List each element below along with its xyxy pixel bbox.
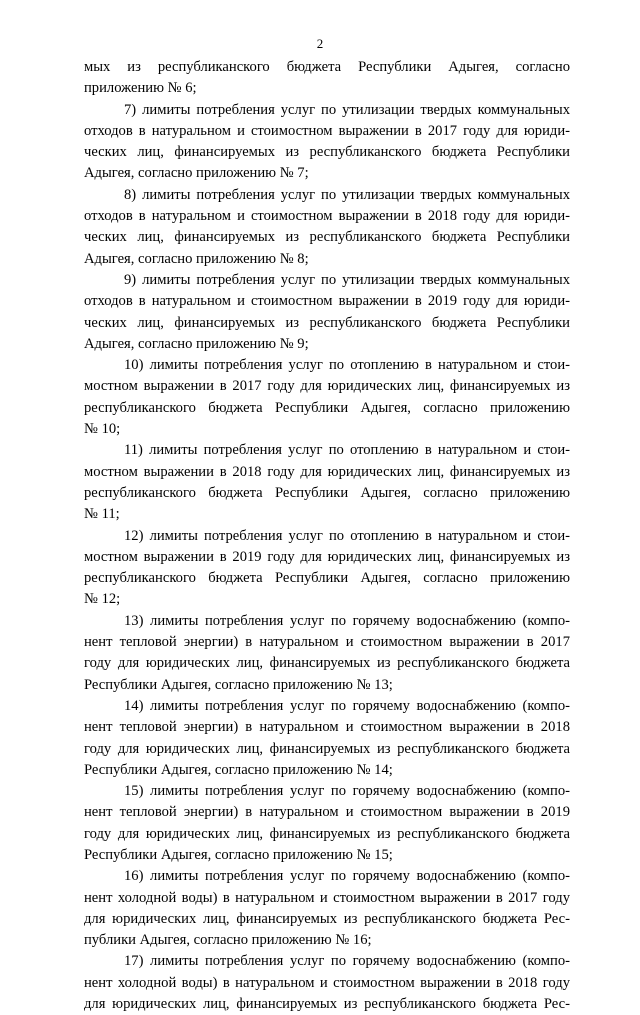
text-line: нент холодной воды) в натуральном и стоимостном выражении в 2018 году [84,974,570,991]
text-line: Адыгея, согласно приложению № 7; [84,165,309,182]
text-line: мостном выражении в 2018 году для юридических лиц, финансируемых из [84,463,570,480]
text-line: 13) лимиты потребления услуг по горячему водоснабжению (компо- [124,612,570,629]
body-text [84,57,570,1015]
text-line: мостном выражении в 2017 году для юридических лиц, финансируемых из [84,378,570,395]
text-line: Республики Адыгея, согласно приложению № 13; [84,676,393,693]
text-line: 9) лимиты потребления услуг по утилизации твердых коммунальных [124,271,570,288]
text-line: ческих лиц, финансируемых из республиканского бюджета Республики [84,314,570,331]
text-line: республиканского бюджета Республики Адыгея, согласно приложению [84,570,570,587]
text-line: Адыгея, согласно приложению № 8; [84,250,309,267]
text-line: отходов в натуральном и стоимостном выражении в 2017 году для юриди- [84,122,570,139]
text-line: 17) лимиты потребления услуг по горячему водоснабжению (компо- [124,953,570,970]
text-line: для юридических лиц, финансируемых из республиканского бюджета Рес- [84,996,570,1013]
text-line: республиканского бюджета Республики Адыгея, согласно приложению [84,399,570,416]
text-line: для юридических лиц, финансируемых из республиканского бюджета Рес- [84,910,570,927]
text-line: нент тепловой энергии) в натуральном и стоимостном выражении в 2018 [84,719,570,736]
text-line: Республики Адыгея, согласно приложению № 14; [84,761,393,778]
text-line: 10) лимиты потребления услуг по отоплению в натуральном и стои- [124,357,570,374]
text-line: публики Адыгея, согласно приложению № 16; [84,932,372,949]
text-line: 7) лимиты потребления услуг по утилизации твердых коммунальных [124,101,570,118]
text-line: году для юридических лиц, финансируемых из республиканского бюджета [84,740,570,757]
text-line: Республики Адыгея, согласно приложению № 15; [84,846,393,863]
text-line: № 12; [84,591,121,608]
text-line: году для юридических лиц, финансируемых из республиканского бюджета [84,655,570,672]
text-line: 11) лимиты потребления услуг по отоплению в натуральном и стои- [124,442,570,459]
text-line: № 10; [84,421,121,438]
text-line: № 11; [84,506,120,523]
text-line: 14) лимиты потребления услуг по горячему водоснабжению (компо- [124,697,570,714]
text-line: ческих лиц, финансируемых из республиканского бюджета Республики [84,229,570,246]
text-line: году для юридических лиц, финансируемых из республиканского бюджета [84,825,570,842]
text-line: отходов в натуральном и стоимостном выражении в 2018 году для юриди- [84,208,570,225]
text-line: 12) лимиты потребления услуг по отоплению в натуральном и стои- [124,527,570,544]
text-line: приложению № 6; [84,80,197,97]
text-line: 15) лимиты потребления услуг по горячему водоснабжению (компо- [124,783,570,800]
text-line: мых из республиканского бюджета Республики Адыгея, согласно [84,59,570,75]
text-line: нент тепловой энергии) в натуральном и стоимостном выражении в 2019 [84,804,570,821]
text-line: нент тепловой энергии) в натуральном и стоимостном выражении в 2017 [84,634,570,651]
text-line: ческих лиц, финансируемых из республиканского бюджета Республики [84,144,570,161]
text-line: республиканского бюджета Республики Адыгея, согласно приложению [84,484,570,501]
text-line: Адыгея, согласно приложению № 9; [84,335,309,352]
text-line: нент холодной воды) в натуральном и стоимостном выражении в 2017 году [84,889,570,906]
text-line: отходов в натуральном и стоимостном выражении в 2019 году для юриди- [84,293,570,310]
text-line: 16) лимиты потребления услуг по горячему водоснабжению (компо- [124,868,570,885]
page-number: 2 [316,36,324,51]
text-line: мостном выражении в 2019 году для юридических лиц, финансируемых из [84,548,570,565]
text-line: 8) лимиты потребления услуг по утилизации твердых коммунальных [124,186,570,203]
